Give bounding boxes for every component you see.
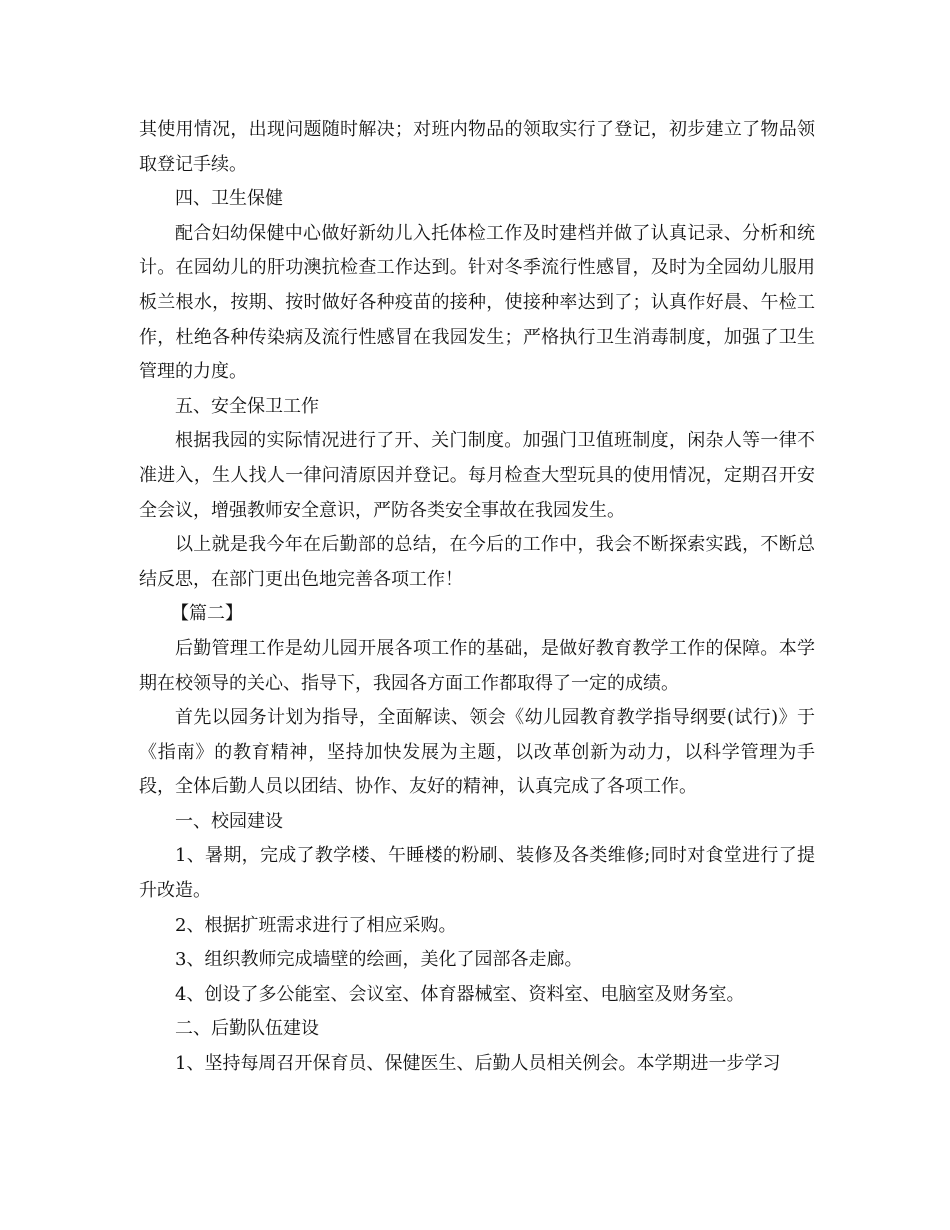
section-heading-campus: 一、校园建设 — [175, 810, 283, 832]
section-heading-security: 五、安全保卫工作 — [175, 395, 319, 417]
paragraph-guidance: 首先以园务计划为指导，全面解读、领会《幼儿园教育教学指导纲要(试行)》于《指南》的教育精神，坚持加快发展为主题，以改革创新为动力，以科学管理为手段，全体后勤人员以团结、协作、友好的精神，认真完成了各项工作。 — [139, 707, 815, 798]
paragraph-security: 根据我园的实际情况进行了开、关门制度。加强门卫值班制度，闲杂人等一律不准进入，生人找人一律问清原因并登记。每月检查大型玩具的使用情况，定期召开安全会议，增强教师安全意识，严防各类安全事故在我园发生。 — [139, 430, 815, 521]
document-body — [139, 113, 815, 1082]
list-item-campus-4: 4、创设了多公能室、会议室、体育器械室、资料室、电脑室及财务室。 — [175, 983, 745, 1005]
list-item-team-1: 1、坚持每周召开保育员、保健医生、后勤人员相关例会。本学期进一步学习 — [175, 1053, 781, 1075]
list-item-campus-1: 1、暑期，完成了教学楼、午睡楼的粉刷、装修及各类维修;同时对食堂进行了提升改造。 — [139, 845, 815, 902]
paragraph-continuation: 其使用情况，出现问题随时解决；对班内物品的领取实行了登记，初步建立了物品领取登记手续。 — [139, 119, 815, 175]
paragraph-intro: 后勤管理工作是幼儿园开展各项工作的基础，是做好教育教学工作的保障。本学期在校领导的关心、指导下，我园各方面工作都取得了一定的成绩。 — [139, 637, 815, 694]
part-two-heading: 【篇二】 — [171, 603, 243, 625]
list-item-campus-2: 2、根据扩班需求进行了相应采购。 — [175, 914, 457, 936]
list-item-campus-3: 3、组织教师完成墙壁的绘画，美化了园部各走廊。 — [175, 949, 583, 971]
paragraph-summary: 以上就是我今年在后勤部的总结，在今后的工作中，我会不断探索实践，不断总结反思，在部门更出色地完善各项工作！ — [139, 534, 815, 590]
section-heading-health-care: 四、卫生保健 — [175, 188, 283, 210]
paragraph-health-care: 配合妇幼保健中心做好新幼儿入托体检工作及时建档并做了认真记录、分析和统计。在园幼儿的肝功澳抗检查工作达到。针对冬季流行性感冒，及时为全园幼儿服用板兰根水，按期、按时做好各种疫苗的接种，使接种率达到了；认真作好晨、午检工作，杜绝各种传染病及流行性感冒在我园发生；严格执行卫生消毒制度，加强了卫生管理的力度。 — [139, 222, 815, 383]
section-heading-team: 二、后勤队伍建设 — [175, 1018, 319, 1040]
